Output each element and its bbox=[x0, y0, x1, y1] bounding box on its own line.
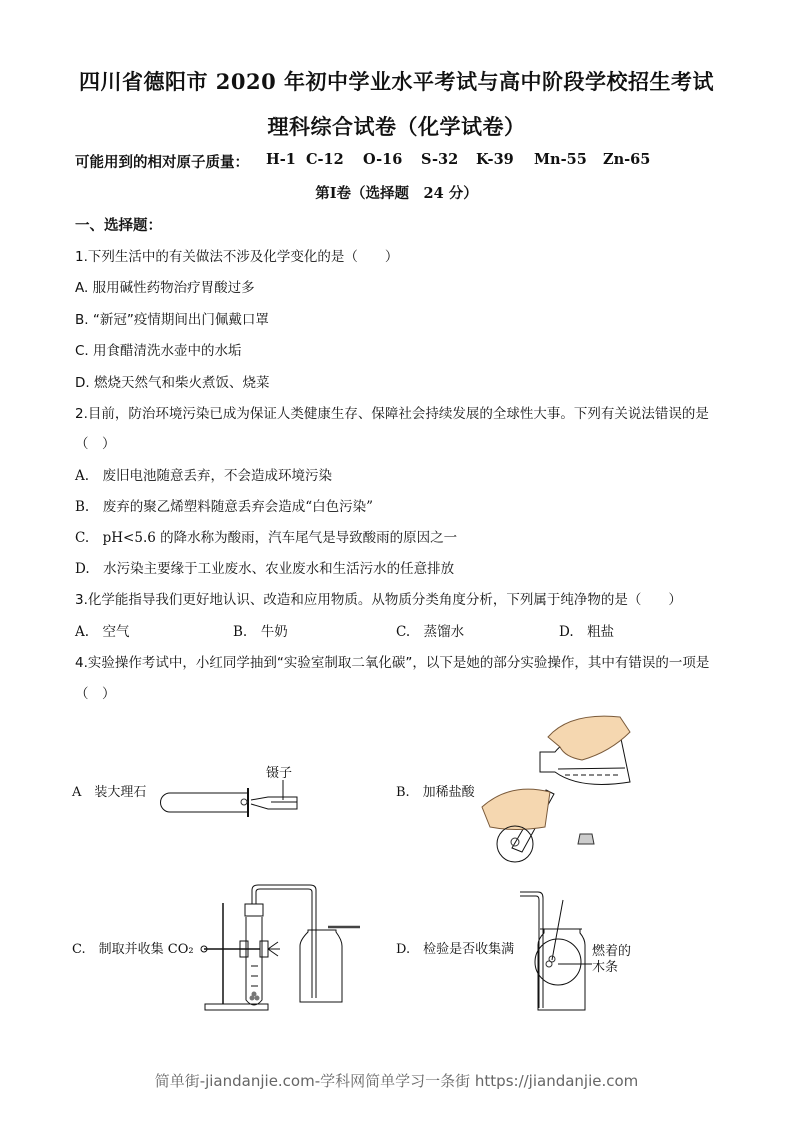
atomic-mass-mn: Mn-55 bbox=[534, 151, 587, 168]
atomic-mass-s: S-32 bbox=[421, 151, 459, 168]
volume-title: 第Ⅰ卷（选择题 24 分） bbox=[315, 185, 478, 202]
atomic-mass-zn: Zn-65 bbox=[603, 151, 651, 168]
atomic-mass-k: K-39 bbox=[476, 151, 514, 168]
question-2-blank: （ ） bbox=[75, 436, 116, 452]
footer-watermark: 简单街-jiandanjie.com-学科网简单学习一条街 https://jiandanjie.com bbox=[154, 1072, 639, 1090]
question-3-option-d: D. 粗盐 bbox=[559, 624, 615, 640]
question-1-option-b: B. “新冠”疫情期间出门佩戴口罩 bbox=[75, 312, 269, 328]
question-1-option-c: C. 用食醋清洗水壶中的水垢 bbox=[75, 343, 242, 359]
question-2-stem: 2.目前，防治环境污染已成为保证人类健康生存、保障社会持续发展的全球性大事。下列有关说法错误的是 bbox=[75, 406, 709, 422]
atomic-mass-h: H-1 bbox=[266, 151, 296, 168]
question-3-option-c: C. 蒸馏水 bbox=[396, 624, 465, 640]
figure-d-label: D. 检验是否收集满 bbox=[396, 942, 515, 957]
question-4-stem: 4.实验操作考试中，小红同学抽到“实验室制取二氧化碳”，以下是她的部分实验操作，其中有错误的一项是 bbox=[75, 655, 710, 671]
question-1-option-d: D. 燃烧天然气和柴火煮饭、烧菜 bbox=[75, 375, 270, 391]
figure-a-label: A 装大理石 bbox=[72, 785, 147, 800]
exam-title: 四川省德阳市 2020 年初中学业水平考试与高中阶段学校招生考试 bbox=[78, 69, 715, 94]
question-3-option-a: A. 空气 bbox=[75, 624, 130, 640]
figure-c-label: C. 制取并收集 CO₂ bbox=[72, 942, 194, 957]
part-title: 一、选择题： bbox=[75, 217, 162, 234]
atomic-mass-c: C-12 bbox=[306, 151, 344, 168]
gas-jar-test-diagram bbox=[510, 885, 620, 1015]
question-4-blank: （ ） bbox=[75, 686, 116, 702]
atomic-mass-label: 可能用到的相对原子质量： bbox=[75, 154, 249, 171]
test-tube-tweezers-diagram bbox=[150, 770, 310, 810]
burning-stick-label-1: 燃着的 bbox=[592, 944, 632, 959]
pouring-acid-diagram bbox=[470, 712, 640, 862]
question-3-stem: 3.化学能指导我们更好地认识、改造和应用物质。从物质分类角度分析，下列属于纯净物的是（ ） bbox=[75, 592, 682, 608]
burning-stick-label-2: 木条 bbox=[592, 960, 619, 975]
question-1-option-a: A. 服用碱性药物治疗胃酸过多 bbox=[75, 280, 255, 296]
atomic-mass-o: O-16 bbox=[363, 151, 403, 168]
question-1-stem: 1.下列生活中的有关做法不涉及化学变化的是（ ） bbox=[75, 249, 399, 265]
question-2-option-b: B. 废弃的聚乙烯塑料随意丢弃会造成“白色污染” bbox=[75, 499, 374, 515]
figure-b-label: B. 加稀盐酸 bbox=[396, 785, 475, 800]
question-2-option-c: C. pH<5.6 的降水称为酸雨，汽车尾气是导致酸雨的原因之一 bbox=[75, 530, 458, 546]
question-3-option-b: B. 牛奶 bbox=[233, 624, 288, 640]
co2-generation-apparatus-diagram bbox=[200, 880, 400, 1015]
exam-subtitle: 理科综合试卷（化学试卷） bbox=[267, 114, 526, 139]
tweezers-label: 镊子 bbox=[266, 766, 293, 781]
question-2-option-a: A. 废旧电池随意丢弃，不会造成环境污染 bbox=[75, 468, 333, 484]
question-2-option-d: D. 水污染主要缘于工业废水、农业废水和生活污水的任意排放 bbox=[75, 561, 455, 577]
